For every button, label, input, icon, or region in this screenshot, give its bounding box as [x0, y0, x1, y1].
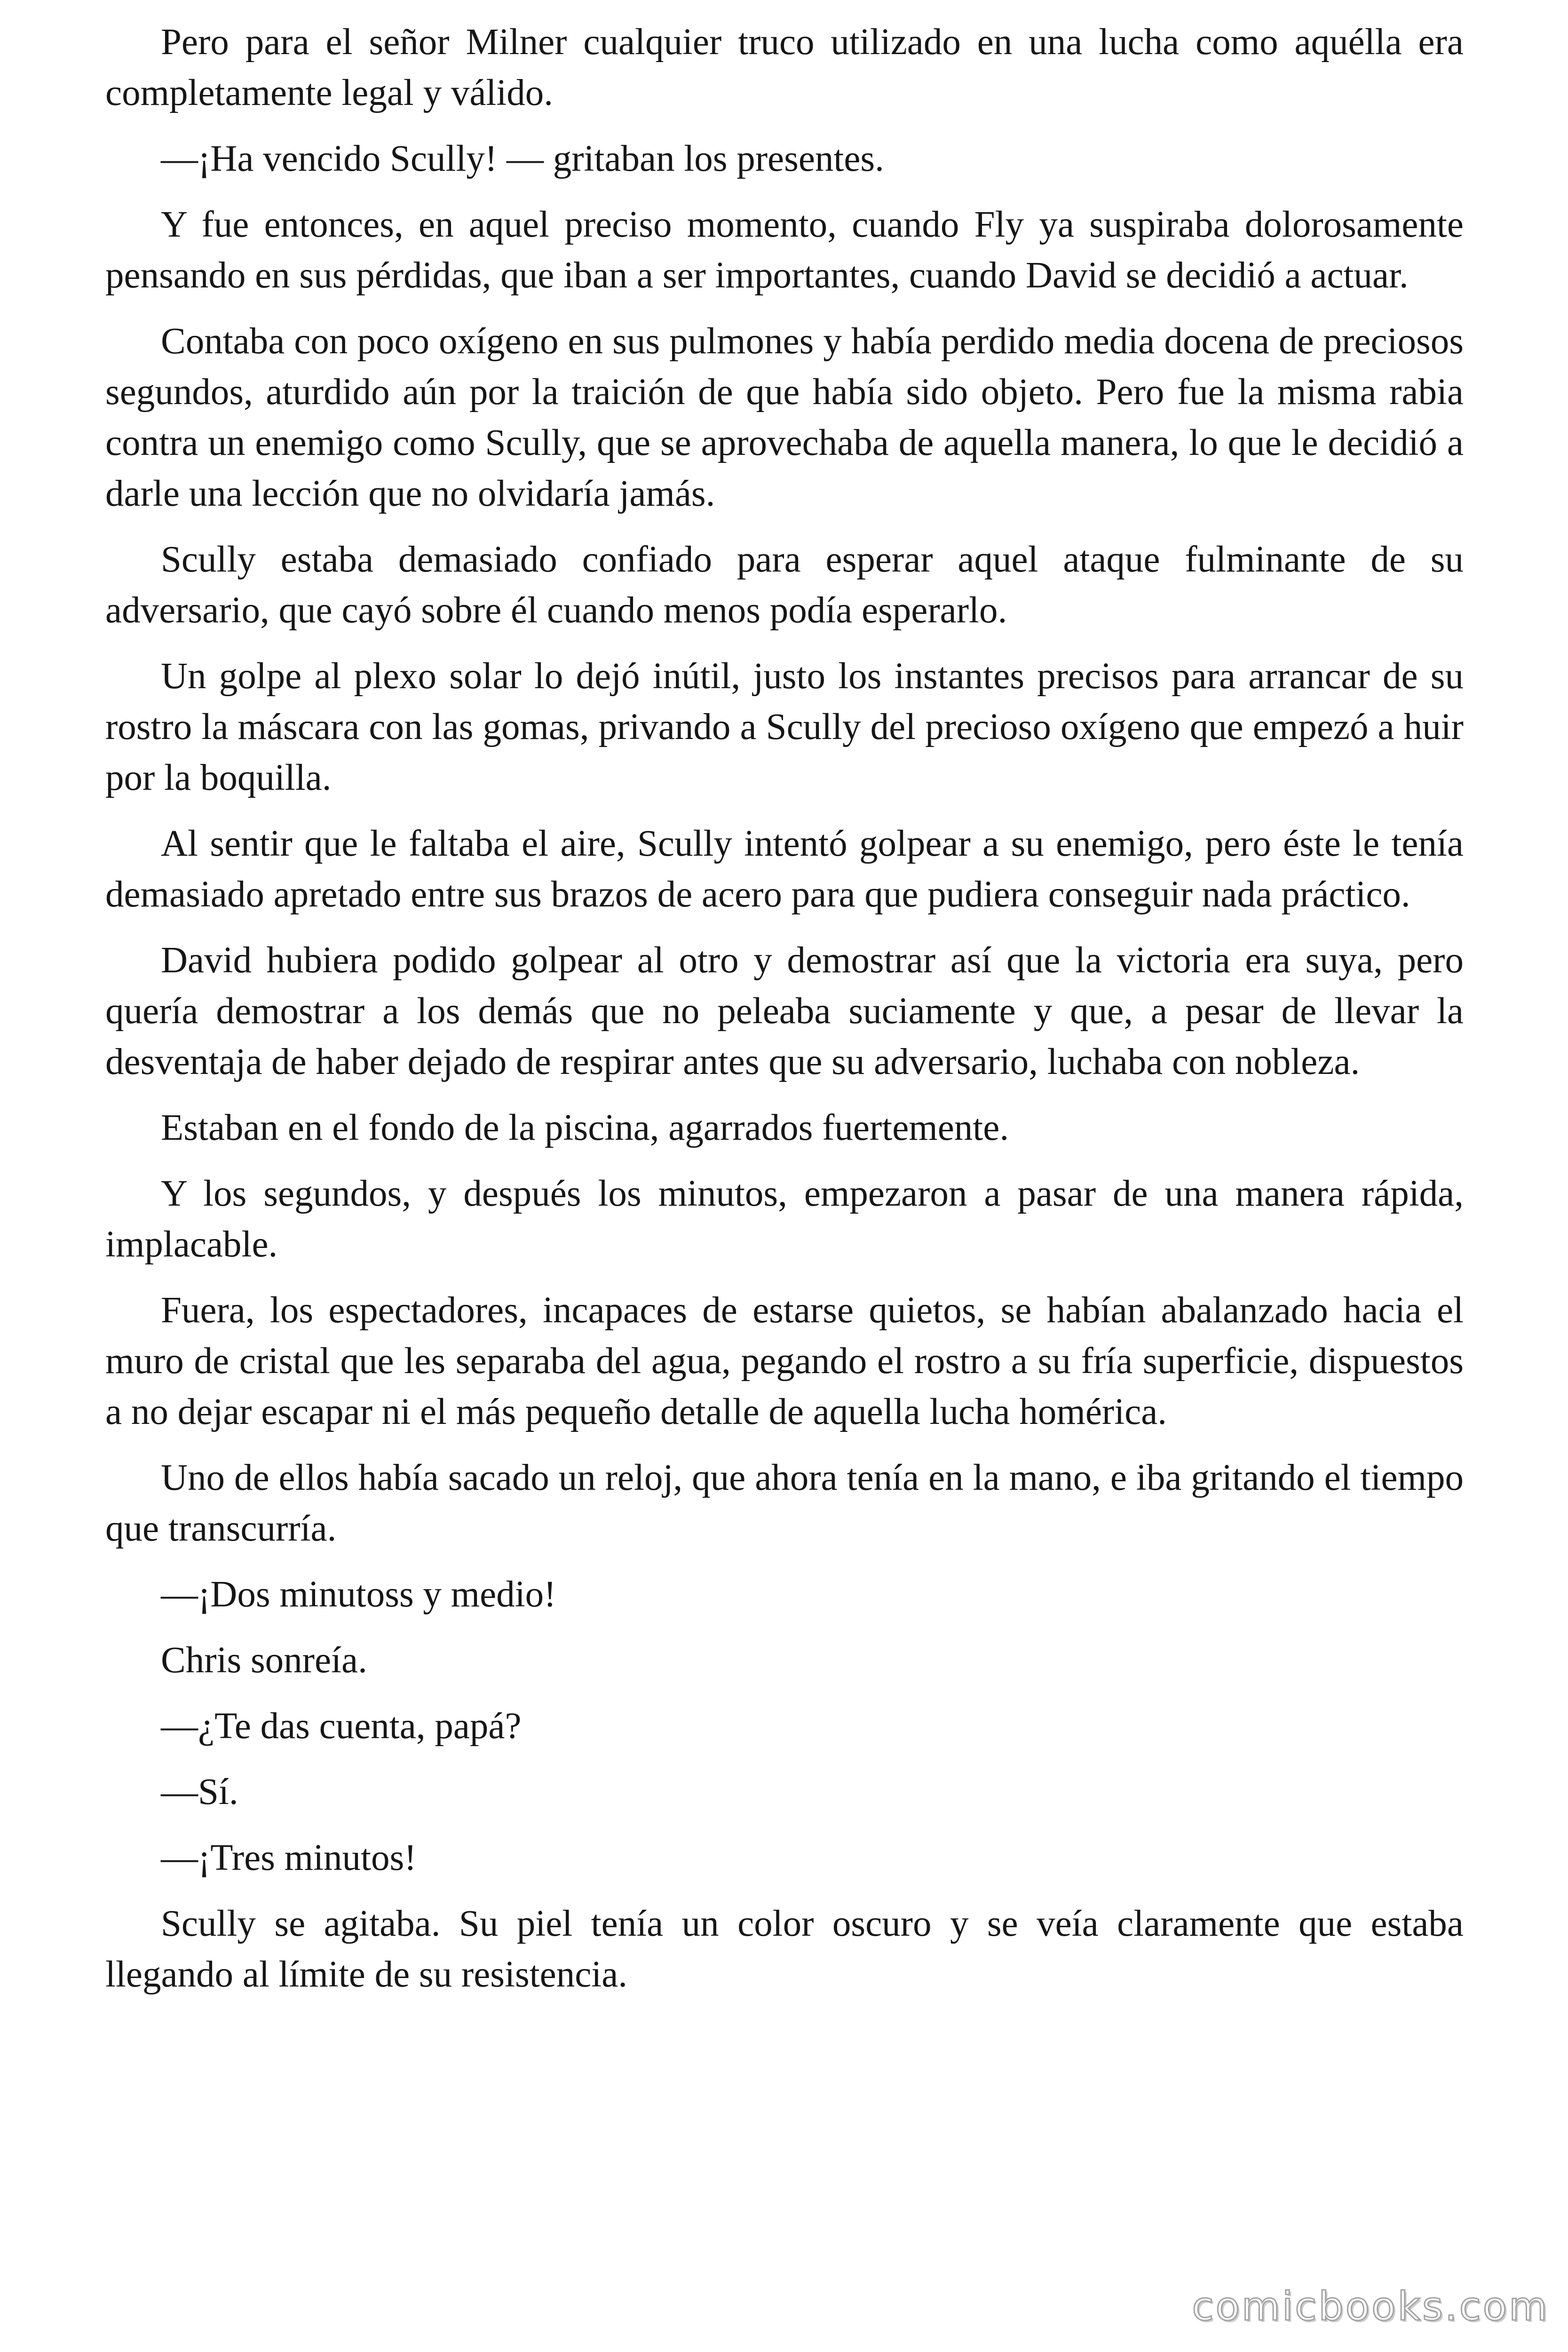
watermark: comicbooks.com: [1192, 2283, 1549, 2329]
paragraph: —¡Dos minutoss y medio!: [161, 1574, 556, 1615]
paragraph: Scully se agitaba. Su piel tenía un color oscuro y se veía claramente que estaba llegando al límite de su resistencia.: [105, 1903, 1464, 1995]
paragraph: —Sí.: [161, 1772, 238, 1812]
paragraph: Y fue entonces, en aquel preciso momento, cuando Fly ya suspiraba dolorosamente pensando en sus pérdidas, que iban a ser importantes, cuando David se decidió a actuar.: [105, 204, 1464, 296]
paragraph: Fuera, los espectadores, incapaces de estarse quietos, se habían abalanzado hacia el muro de cristal que les separaba del agua, pegando el rostro a su fría superficie, dispuestos a no dejar escapar ni el más pequeño detalle de aquella lucha homérica.: [105, 1290, 1464, 1432]
paragraph: Contaba con poco oxígeno en sus pulmones y había perdido media docena de preciosos segundos, aturdido aún por la traición de que había sido objeto. Pero fue la misma rabia contra un enemigo como Scully, que se aprovechaba de aquella manera, lo que le decidió a darle una lección que no olvidaría jamás.: [105, 321, 1464, 514]
paragraph: Pero para el señor Milner cualquier truco utilizado en una lucha como aquélla era completamente legal y válido.: [105, 22, 1464, 113]
paragraph: Al sentir que le faltaba el aire, Scully intentó golpear a su enemigo, pero éste le tenía demasiado apretado entre sus brazos de acero para que pudiera conseguir nada práctico.: [105, 823, 1464, 915]
paragraph: —¿Te das cuenta, papá?: [161, 1706, 522, 1747]
paragraph: Y los segundos, y después los minutos, empezaron a pasar de una manera rápida, implacable.: [105, 1173, 1464, 1265]
paragraph: Uno de ellos había sacado un reloj, que ahora tenía en la mano, e iba gritando el tiempo que transcurría.: [105, 1457, 1464, 1549]
paragraph: Un golpe al plexo solar lo dejó inútil, justo los instantes precisos para arrancar de su rostro la máscara con las gomas, privando a Scully del precioso oxígeno que empezó a huir por la boquilla.: [105, 656, 1464, 798]
paragraph: Estaban en el fondo de la piscina, agarrados fuertemente.: [161, 1107, 1009, 1148]
paragraph: —¡Ha vencido Scully! — gritaban los presentes.: [161, 138, 884, 179]
paragraph: Chris sonreía.: [161, 1640, 367, 1681]
paragraph: David hubiera podido golpear al otro y demostrar así que la victoria era suya, pero quería demostrar a los demás que no peleaba suciamente y que, a pesar de llevar la desventaja de haber dejado de respirar antes que su adversario, luchaba con nobleza.: [105, 940, 1464, 1082]
paragraph: Scully estaba demasiado confiado para esperar aquel ataque fulminante de su adversario, que cayó sobre él cuando menos podía esperarlo.: [105, 539, 1464, 631]
paragraph: —¡Tres minutos!: [161, 1837, 417, 1878]
body-text: [105, 17, 1464, 2015]
